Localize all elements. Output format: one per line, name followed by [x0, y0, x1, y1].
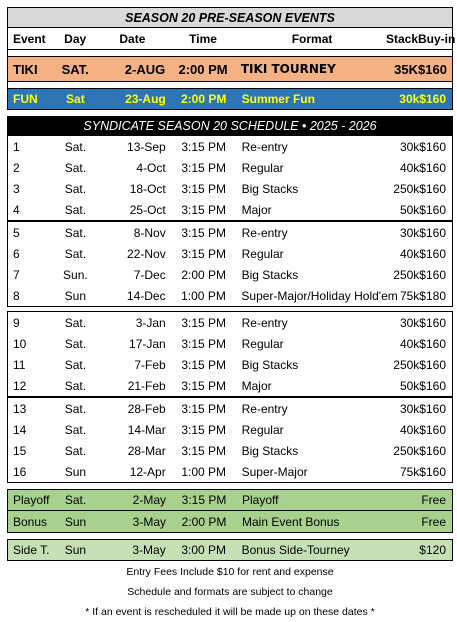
cell-event: 12: [13, 378, 27, 393]
cell-format: Big Stacks: [241, 267, 299, 282]
schedule-group: [7, 221, 453, 307]
cell-day: Sat.: [64, 181, 87, 196]
cell-time: 1:00 PM: [181, 464, 227, 479]
cell-buyin: Free: [421, 514, 446, 529]
cell-event: 4: [13, 202, 20, 217]
cell-day: Sun.: [63, 267, 88, 282]
table-row: [8, 354, 452, 375]
cell-format: Re-entry: [241, 401, 288, 416]
cell-date: 3-Jan: [135, 315, 166, 330]
cell-format: Big Stacks: [241, 443, 299, 458]
cell-format: Regular: [241, 422, 284, 437]
preseason-row-tiki: [7, 56, 453, 82]
cell-stack: 50k: [399, 378, 420, 393]
cell-day: Sat.: [64, 443, 87, 458]
cell-format: Bonus Side-Tourney: [241, 543, 350, 557]
cell-event: FUN: [13, 92, 38, 106]
side-tourney-row: [7, 539, 453, 561]
cell-format: Big Stacks: [241, 181, 299, 196]
cell-time: 3:15 PM: [181, 315, 227, 330]
cell-time: 3:00 PM: [181, 543, 227, 557]
cell-date: 8-Nov: [133, 225, 166, 240]
cell-date: 28-Feb: [127, 401, 166, 416]
schedule-sheet: [7, 7, 456, 561]
cell-date: 12-Apr: [129, 464, 166, 479]
schedule-group: [7, 136, 453, 221]
schedule-groups: [7, 136, 453, 483]
cell-stack: 40k: [399, 336, 420, 351]
header-format: Format: [291, 31, 333, 46]
cell-stack: 30k: [399, 92, 420, 106]
table-row: [8, 398, 452, 419]
cell-buyin: $160: [419, 464, 446, 479]
table-row: [8, 199, 452, 220]
cell-stack: 75k: [399, 288, 420, 303]
cell-format: Major: [241, 202, 272, 217]
cell-time: 3:15 PM: [181, 336, 227, 351]
cell-format: Summer Fun: [241, 92, 315, 106]
schedule-group: [7, 397, 453, 483]
table-row: [8, 461, 452, 482]
cell-event: Playoff: [13, 493, 50, 507]
cell-day: Sat.: [64, 139, 87, 154]
cell-day: Sat.: [64, 160, 87, 175]
preseason-row-fun: [7, 88, 453, 110]
header-buyin: Buy-in: [418, 31, 456, 46]
cell-date: 3-May: [132, 514, 166, 529]
cell-date: 28-Mar: [127, 443, 166, 458]
cell-event: 13: [13, 401, 27, 416]
cell-stack: 35K: [394, 61, 418, 77]
cell-format: Regular: [241, 246, 284, 261]
cell-time: 3:15 PM: [181, 493, 227, 507]
cell-format: Regular: [241, 336, 284, 351]
cell-format: Super-Major: [241, 464, 308, 479]
cell-stack: 30k: [399, 401, 420, 416]
column-header-row: [7, 28, 456, 50]
cell-stack: 30k: [399, 225, 420, 240]
cell-time: 3:15 PM: [181, 225, 227, 240]
cell-time: 3:15 PM: [181, 401, 227, 416]
cell-date: 7-Feb: [134, 357, 166, 372]
cell-date: 21-Feb: [127, 378, 166, 393]
header-time: Time: [189, 31, 217, 46]
table-row: [8, 243, 452, 264]
cell-date: 13-Sep: [127, 139, 166, 154]
cell-day: Sat.: [64, 202, 87, 217]
cell-date: 2-May: [132, 493, 166, 507]
cell-event: Side T.: [13, 543, 50, 557]
cell-date: 14-Dec: [126, 288, 166, 303]
cell-buyin: $160: [419, 422, 446, 437]
cell-event: 16: [13, 464, 27, 479]
cell-date: 3-May: [132, 543, 166, 557]
cell-buyin: $160: [419, 336, 446, 351]
cell-buyin: $160: [419, 357, 446, 372]
cell-format: Regular: [241, 160, 284, 175]
cell-time: 3:15 PM: [181, 443, 227, 458]
cell-buyin: $160: [418, 61, 447, 77]
cell-time: 3:15 PM: [181, 357, 227, 372]
cell-event: 11: [13, 357, 26, 372]
cell-time: 2:00 PM: [178, 61, 228, 77]
cell-stack: 250k: [393, 267, 420, 282]
cell-date: 17-Jan: [129, 336, 166, 351]
cell-buyin: Free: [421, 493, 446, 507]
cell-format: Re-entry: [241, 315, 288, 330]
table-row: [8, 136, 452, 157]
cell-format: Playoff: [242, 493, 279, 507]
cell-day: Sun: [64, 288, 86, 303]
cell-time: 3:15 PM: [181, 139, 227, 154]
cell-buyin: $180: [419, 288, 446, 303]
cell-event: 1: [13, 139, 20, 154]
cell-day: Sun: [64, 464, 87, 479]
cell-time: 1:00 PM: [181, 288, 226, 303]
cell-day: Sat.: [64, 357, 87, 372]
cell-event: 10: [13, 336, 27, 351]
cell-buyin: $160: [419, 378, 446, 393]
cell-event: 7: [13, 267, 20, 282]
cell-time: 3:15 PM: [181, 246, 227, 261]
table-row: [8, 285, 452, 306]
cell-buyin: $120: [419, 543, 446, 557]
cell-event: 3: [13, 181, 20, 196]
cell-event: 15: [13, 443, 27, 458]
cell-format: Super-Major/Holiday Hold'em: [241, 288, 398, 303]
table-row: [8, 178, 452, 199]
cell-buyin: $160: [419, 92, 446, 106]
cell-time: 3:15 PM: [181, 160, 227, 175]
cell-time: 3:15 PM: [181, 378, 227, 393]
header-day: Day: [64, 31, 87, 46]
cell-stack: 250k: [393, 181, 420, 196]
cell-date: 18-Oct: [129, 181, 166, 196]
note-entry-fees: Entry Fees Include $10 for rent and expense: [126, 566, 334, 578]
header-stack: Stack: [385, 31, 418, 46]
cell-day: Sat.: [64, 336, 87, 351]
cell-date: 2-AUG: [124, 61, 166, 77]
cell-day: Sat.: [64, 422, 87, 437]
cell-stack: 40k: [399, 160, 420, 175]
cell-event: 6: [13, 246, 20, 261]
table-row: [8, 312, 452, 333]
cell-day: Sun: [64, 514, 87, 529]
cell-time: 3:15 PM: [181, 422, 227, 437]
cell-event: 14: [13, 422, 27, 437]
footnotes: [7, 562, 453, 622]
table-row: [8, 419, 452, 440]
cell-date: 7-Dec: [133, 267, 166, 282]
cell-event: 9: [13, 315, 20, 330]
cell-format: Big Stacks: [241, 357, 299, 372]
cell-buyin: $160: [419, 401, 446, 416]
schedule-group: [7, 311, 453, 397]
cell-buyin: $160: [419, 267, 446, 282]
cell-day: Sat.: [64, 378, 87, 393]
cell-stack: 250k: [393, 443, 420, 458]
cell-date: 23-Aug: [125, 92, 166, 106]
table-row: [8, 375, 452, 396]
cell-day: Sun: [64, 543, 87, 557]
cell-format: Main Event Bonus: [242, 514, 340, 529]
table-row: [8, 440, 452, 461]
cell-stack: 30k: [399, 139, 420, 154]
cell-event: 5: [13, 225, 20, 240]
cell-date: 25-Oct: [129, 202, 166, 217]
cell-time: 2:00 PM: [181, 267, 227, 282]
cell-stack: 40k: [399, 246, 420, 261]
cell-date: 4-Oct: [136, 160, 166, 175]
cell-format: Re-entry: [241, 139, 288, 154]
cell-day: Sat.: [64, 246, 87, 261]
cell-date: 22-Nov: [127, 246, 166, 261]
table-row: [8, 157, 452, 178]
cell-day: Sat.: [64, 225, 87, 240]
table-row: [8, 222, 452, 243]
cell-stack: 40k: [399, 422, 420, 437]
note-schedule-change: Schedule and formats are subject to change: [127, 586, 333, 598]
preseason-title: SEASON 20 PRE-SEASON EVENTS: [7, 7, 453, 28]
cell-buyin: $160: [419, 315, 446, 330]
table-row: [8, 264, 452, 285]
cell-event: 8: [13, 288, 20, 303]
cell-format: TIKI TOURNEY: [240, 62, 336, 76]
note-reschedule: * If an event is rescheduled it will be made up on these dates *: [85, 606, 375, 618]
cell-day: Sat: [66, 92, 85, 106]
cell-buyin: $160: [419, 160, 446, 175]
cell-day: Sat.: [64, 493, 87, 507]
cell-time: 2:00 PM: [180, 92, 227, 106]
header-event: Event: [13, 31, 46, 46]
header-date: Date: [119, 31, 146, 46]
table-row: [8, 333, 452, 354]
cell-stack: 30k: [399, 315, 420, 330]
cell-stack: 75k: [399, 464, 420, 479]
cell-day: Sat.: [64, 315, 87, 330]
cell-event: TIKI: [13, 61, 38, 77]
cell-format: Major: [241, 378, 272, 393]
finals-row-playoff: [7, 489, 453, 511]
cell-time: 3:15 PM: [181, 181, 227, 196]
cell-buyin: $160: [419, 225, 446, 240]
cell-day: Sat.: [64, 401, 87, 416]
cell-buyin: $160: [419, 139, 446, 154]
cell-date: 14-Mar: [127, 422, 166, 437]
cell-format: Re-entry: [241, 225, 288, 240]
cell-buyin: $160: [419, 443, 446, 458]
cell-stack: 250k: [393, 357, 420, 372]
cell-buyin: $160: [419, 181, 446, 196]
finals-row-bonus: [7, 511, 453, 533]
cell-time: 2:00 PM: [181, 514, 227, 529]
cell-day: SAT.: [61, 61, 89, 77]
cell-event: Bonus: [13, 514, 48, 529]
cell-time: 3:15 PM: [181, 202, 227, 217]
cell-buyin: $160: [419, 246, 446, 261]
cell-buyin: $160: [419, 202, 446, 217]
cell-stack: 50k: [399, 202, 420, 217]
season-schedule-title: SYNDICATE SEASON 20 SCHEDULE • 2025 - 2026: [7, 116, 453, 136]
cell-event: 2: [13, 160, 20, 175]
